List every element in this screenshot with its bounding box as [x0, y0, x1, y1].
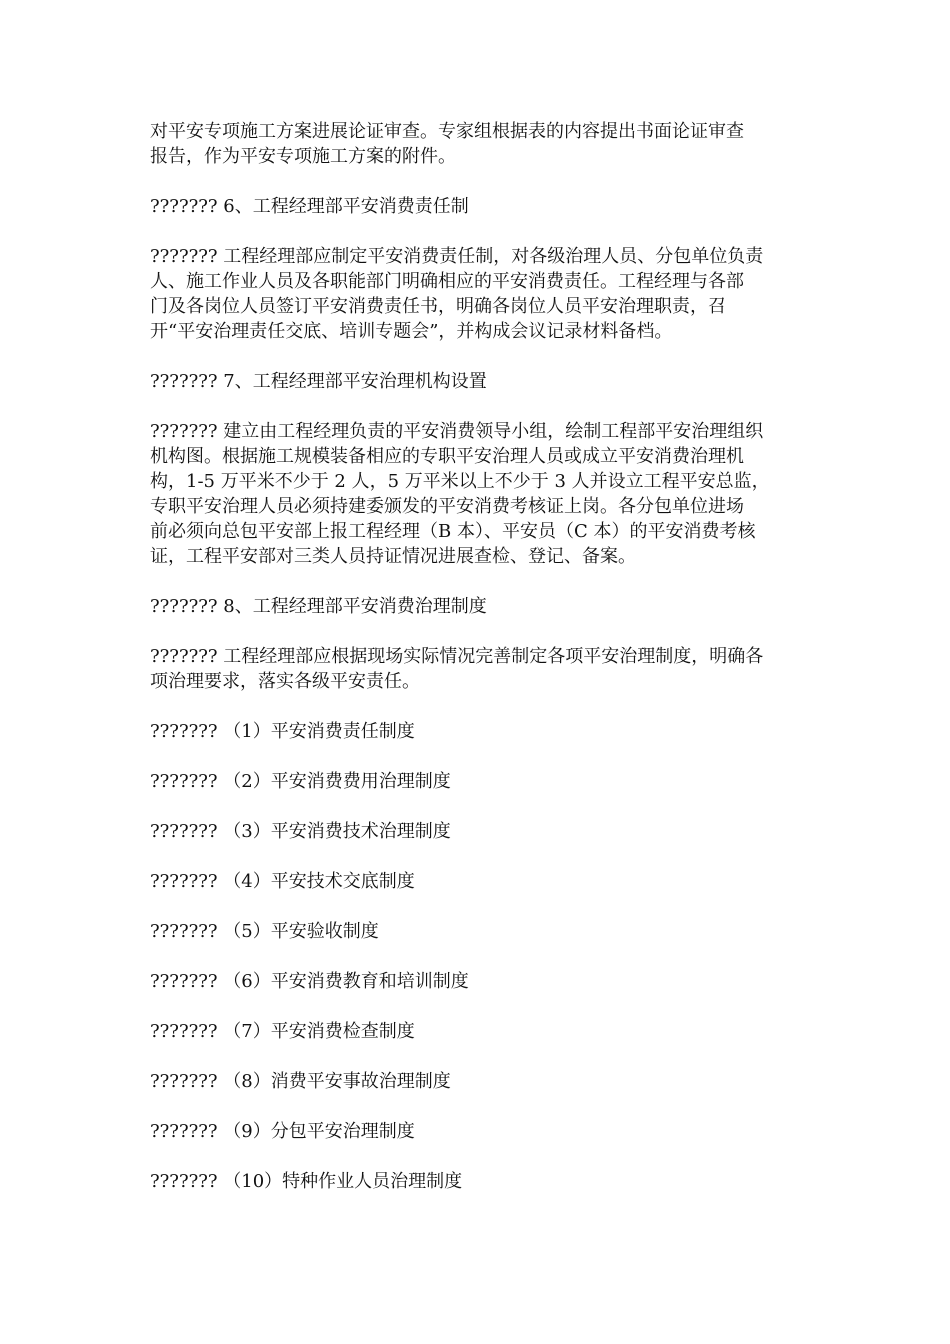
list-item	[150, 1119, 802, 1144]
section-heading	[150, 594, 802, 619]
text-line: ??????? （2）平安消费费用治理制度	[150, 771, 451, 792]
section-heading	[150, 194, 802, 219]
text-line: ??????? 工程经理部应根据现场实际情况完善制定各项平安治理制度，明确各	[150, 646, 764, 667]
text-line: ??????? 6、工程经理部平安消费责任制	[150, 196, 469, 217]
list-item	[150, 719, 802, 744]
list-item	[150, 919, 802, 944]
list-item	[150, 819, 802, 844]
text-line: ??????? 建立由工程经理负责的平安消费领导小组，绘制工程部平安治理组织	[150, 421, 764, 442]
text-line: ??????? （10）特种作业人员治理制度	[150, 1171, 463, 1192]
text-line: 专职平安治理人员必须持建委颁发的平安消费考核证上岗。各分包单位进场	[150, 496, 744, 517]
text-line: 项治理要求，落实各级平安责任。	[150, 671, 420, 692]
text-line: ??????? （1）平安消费责任制度	[150, 721, 415, 742]
text-line: 对平安专项施工方案进展论证审查。专家组根据表的内容提出书面论证审查	[150, 121, 744, 142]
section-heading	[150, 369, 802, 394]
paragraph	[150, 119, 802, 169]
text-line: ??????? （5）平安验收制度	[150, 921, 379, 942]
text-line: ??????? 7、工程经理部平安治理机构设置	[150, 371, 487, 392]
paragraph	[150, 644, 802, 694]
paragraph	[150, 419, 802, 569]
text-line: 构，1-5 万平米不少于 2 人，5 万平米以上不少于 3 人并设立工程平安总监，	[150, 471, 770, 492]
text-line: 证，工程平安部对三类人员持证情况进展查检、登记、备案。	[150, 546, 636, 567]
document-body	[150, 119, 802, 1194]
text-line: ??????? （7）平安消费检查制度	[150, 1021, 415, 1042]
list-item	[150, 869, 802, 894]
text-line: ??????? （6）平安消费教育和培训制度	[150, 971, 469, 992]
list-item	[150, 1069, 802, 1094]
list-item	[150, 969, 802, 994]
text-line: 人、施工作业人员及各职能部门明确相应的平安消费责任。工程经理与各部	[150, 271, 744, 292]
list-item	[150, 1019, 802, 1044]
text-line: ??????? （3）平安消费技术治理制度	[150, 821, 451, 842]
text-line: ??????? 8、工程经理部平安消费治理制度	[150, 596, 487, 617]
list-item	[150, 1169, 802, 1194]
text-line: ??????? 工程经理部应制定平安消费责任制，对各级治理人员、分包单位负责	[150, 246, 764, 267]
document-page	[150, 119, 802, 1219]
text-line: 机构图。根据施工规模装备相应的专职平安治理人员或成立平安消费治理机	[150, 446, 744, 467]
list-item	[150, 769, 802, 794]
text-line: 开“平安治理责任交底、培训专题会”，并构成会议记录材料备档。	[150, 321, 673, 342]
paragraph	[150, 244, 802, 344]
text-line: ??????? （9）分包平安治理制度	[150, 1121, 415, 1142]
text-line: ??????? （4）平安技术交底制度	[150, 871, 415, 892]
text-line: 报告，作为平安专项施工方案的附件。	[150, 146, 456, 167]
text-line: ??????? （8）消费平安事故治理制度	[150, 1071, 451, 1092]
text-line: 门及各岗位人员签订平安消费责任书，明确各岗位人员平安治理职责，召	[150, 296, 726, 317]
text-line: 前必须向总包平安部上报工程经理（B 本）、平安员（C 本）的平安消费考核	[150, 521, 756, 542]
